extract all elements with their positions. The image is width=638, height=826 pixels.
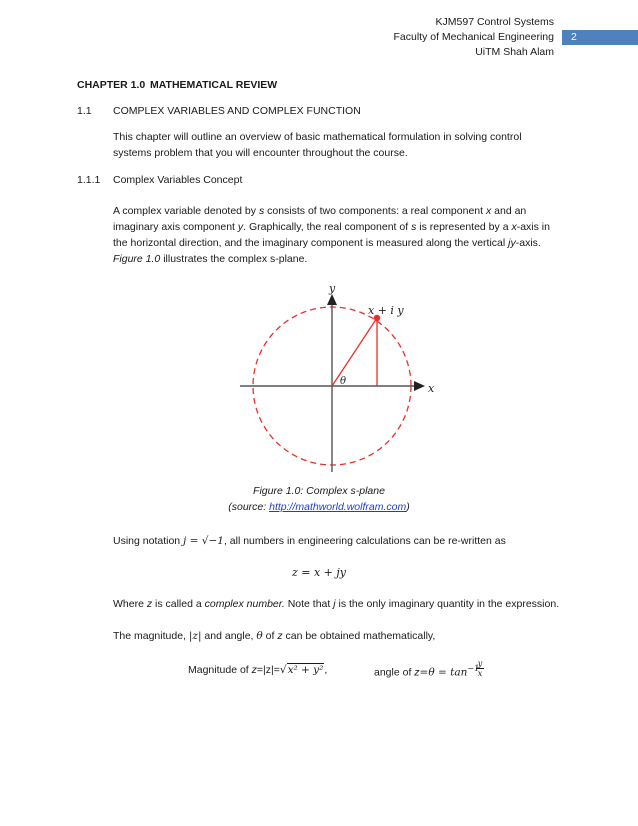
complex-number-sentence: Where z is called a complex number. Note that j is the only imaginary quantity in the expression. <box>113 598 560 610</box>
complex-plane-figure <box>225 280 455 480</box>
x-axis-label: x <box>428 382 435 395</box>
x-axis-arrow-icon <box>414 381 425 391</box>
magnitude-sentence: The magnitude, |z| and angle, θ of z can be obtained mathematically, <box>113 630 436 642</box>
figure-source: (source: http://mathworld.wolfram.com) <box>228 501 410 513</box>
angle-fraction: y x <box>477 659 483 678</box>
y-axis-label: y <box>329 282 336 295</box>
concept-paragraph-line-3: the horizontal direction, and the imaginary component is measured along the vertical jy-axis. <box>113 237 541 249</box>
angle-formula: angle of $z=\theta = \tan^{-1}$ <box>374 664 480 679</box>
header-university: UiTM Shah Alam <box>475 46 554 58</box>
intro-paragraph-line-2: systems problem that you will encounter throughout the course. <box>113 147 408 159</box>
concept-paragraph-line-4: Figure 1.0 illustrates the complex s-plane. <box>113 253 308 265</box>
y-axis-arrow-icon <box>327 294 337 305</box>
subsection-number: 1.1.1 <box>77 174 101 186</box>
radicand: x² + y² <box>287 664 324 676</box>
complex-equation: z = x + jy <box>291 566 347 579</box>
figure-caption: Figure 1.0: Complex s-plane <box>253 485 385 497</box>
page-number: 2 <box>571 31 577 43</box>
point-label: x + i y <box>368 304 404 317</box>
subsection-title: Complex Variables Concept <box>113 174 243 186</box>
chapter-number: CHAPTER 1.0 <box>77 79 146 91</box>
concept-paragraph-line-2: imaginary axis component y. Graphically, the real component of s is represented by a x-axis in <box>113 221 550 233</box>
section-title: COMPLEX VARIABLES AND COMPLEX FUNCTION <box>113 105 361 117</box>
source-link[interactable]: http://mathworld.wolfram.com <box>269 501 407 513</box>
intro-paragraph-line-1: This chapter will outline an overview of basic mathematical formulation in solving control <box>113 131 522 143</box>
radius-vector <box>332 318 377 386</box>
magnitude-formula: Magnitude of z=|z|=√x² + y², <box>188 664 328 676</box>
notation-math: j = √−1 <box>183 535 224 547</box>
header-course: KJM597 Control Systems <box>435 16 554 28</box>
chapter-title: MATHEMATICAL REVIEW <box>150 79 278 91</box>
concept-paragraph-line-1: A complex variable denoted by s consists of two components: a real component x and an <box>113 205 527 217</box>
notation-sentence: Using notation j = √−1, all numbers in engineering calculations can be re-written as <box>113 535 506 547</box>
section-number: 1.1 <box>77 105 92 117</box>
angle-label: θ <box>340 376 347 387</box>
header-faculty: Faculty of Mechanical Engineering <box>393 31 554 43</box>
